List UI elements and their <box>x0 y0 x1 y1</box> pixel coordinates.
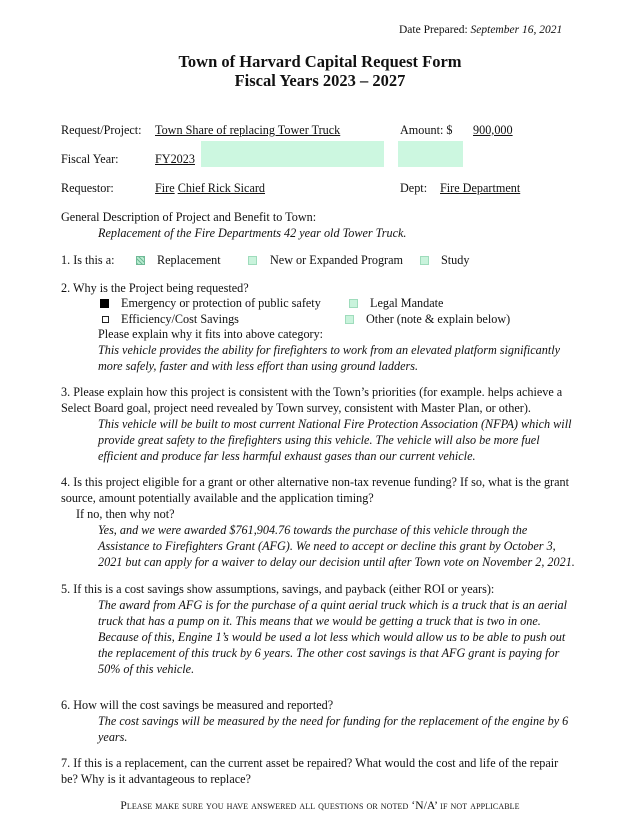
fiscal-year-extra-field[interactable] <box>201 141 384 167</box>
q2-explain-label: Please explain why it fits into above category: <box>98 327 324 341</box>
general-description-label: General Description of Project and Benefit to Town: <box>61 210 317 224</box>
q3-answer-line[interactable]: provide great safety to the firefighters using this vehicle. The vehicle will also be more fuel <box>98 433 540 447</box>
q3-answer-line[interactable]: efficient and produce far less harmful exhaust gases than our current vehicle. <box>98 449 476 463</box>
date-prepared <box>399 24 562 36</box>
date-prepared-value: September 16, 2021 <box>470 24 563 36</box>
q2-emergency-checkbox[interactable] <box>100 299 109 308</box>
q2-question: 2. Why is the Project being requested? <box>61 281 249 295</box>
q2-other-label: Other (note & explain below) <box>366 312 511 326</box>
q2-efficiency-label: Efficiency/Cost Savings <box>121 312 239 326</box>
q3-question-line: 3. Please explain how this project is consistent with the Town’s priorities (for example. helps achieve a <box>61 385 563 399</box>
q2-legal-mandate-label: Legal Mandate <box>370 296 444 310</box>
project-field[interactable]: Town Share of replacing Tower Truck <box>155 123 341 137</box>
q5-answer-line[interactable]: The award from AFG is for the purchase of a quint aerial truck which is a truck that is an aerial <box>98 598 567 612</box>
q7-question-line: be? Why is it advantageous to replace? <box>61 772 251 786</box>
q3-answer-line[interactable]: This vehicle will be built to most current National Fire Protection Association (NFPA) which will <box>98 417 572 431</box>
q2-other-checkbox[interactable] <box>345 315 354 324</box>
dept-field[interactable]: Fire Department <box>440 181 521 195</box>
q5-question: 5. If this is a cost savings show assumptions, savings, and payback (either ROI or years): <box>61 582 495 596</box>
q2-emergency-label: Emergency or protection of public safety <box>121 296 321 310</box>
q4-answer-line[interactable]: Assistance to Firefighters Grant (AFG). We need to accept or decline this grant by October 3, <box>98 539 556 553</box>
q7-question-line: 7. If this is a replacement, can the current asset be repaired? What would the cost and life of the repair <box>61 756 559 770</box>
q5-answer-line[interactable]: Because of this, Engine 1’s would be used a lot less which would allow us to be able to push out <box>98 630 566 644</box>
q2-efficiency-checkbox[interactable] <box>102 316 109 323</box>
footer-note: Please make sure you have answered all questions or noted ‘N/A’ if not applicable <box>120 800 520 812</box>
fiscal-year-field[interactable]: FY2023 <box>155 152 195 166</box>
q6-answer-line[interactable]: The cost savings will be measured by the need for funding for the replacement of the engine by 6 <box>98 714 569 728</box>
general-description-text[interactable]: Replacement of the Fire Departments 42 year old Tower Truck. <box>98 226 407 240</box>
q4-question-line: source, amount potentially available and the application timing? <box>61 491 374 505</box>
requestor-value-2: Chief Rick Sicard <box>177 181 266 195</box>
q1-new-program-label: New or Expanded Program <box>270 253 404 267</box>
amount-label: Amount: $ <box>400 123 453 137</box>
amount-field[interactable]: 900,000 <box>473 123 513 137</box>
q5-answer-line[interactable]: the replacement of this truck by 6 years. The other cost savings is that AFG grant is paying for <box>98 646 560 660</box>
q4-answer-line[interactable]: 2021 but can apply for a waiver to delay our decision until after Town vote on November 2, 2021. <box>98 555 575 569</box>
project-label: Request/Project: <box>61 123 142 137</box>
q4-answer-line[interactable]: Yes, and we were awarded $761,904.76 towards the purchase of this vehicle through the <box>98 523 528 537</box>
q1-new-program-checkbox[interactable] <box>248 256 257 265</box>
q6-answer-line[interactable]: years. <box>98 730 128 744</box>
q1-replacement-label: Replacement <box>157 253 221 267</box>
q4-question-line: If no, then why not? <box>76 507 175 521</box>
q4-question-line: 4. Is this project eligible for a grant or other alternative non-tax revenue funding? If so, what is the grant <box>61 475 569 489</box>
fiscal-year-label: Fiscal Year: <box>61 152 119 166</box>
requestor-label: Requestor: <box>61 181 114 195</box>
requestor-value-1: Fire <box>155 181 175 195</box>
q1-question: 1. Is this a: <box>61 253 115 267</box>
q2-answer-line[interactable]: This vehicle provides the ability for firefighters to work from an elevated platform significantly <box>98 343 561 357</box>
q1-study-checkbox[interactable] <box>420 256 429 265</box>
q2-answer-line[interactable]: more safely, faster and with less effort than using ground ladders. <box>98 359 419 373</box>
q6-question: 6. How will the cost savings be measured and reported? <box>61 698 334 712</box>
date-prepared-label: Date Prepared: <box>399 24 468 36</box>
q5-answer-line[interactable]: 50% of this vehicle. <box>98 662 195 676</box>
requestor-field[interactable] <box>155 181 265 196</box>
q5-answer-line[interactable]: truck that has a pump on it. This means that we would be getting a truck that is two in one. <box>98 614 541 628</box>
form-title: Town of Harvard Capital Request Form <box>178 52 462 71</box>
amount-extra-field[interactable] <box>398 141 463 167</box>
q2-legal-mandate-checkbox[interactable] <box>349 299 358 308</box>
form-subtitle: Fiscal Years 2023 – 2027 <box>234 71 406 90</box>
q1-replacement-checkbox[interactable] <box>136 256 145 265</box>
q3-question-line: Select Board goal, project need revealed by Town survey, consistent with Master Plan, or other). <box>61 401 531 415</box>
q1-study-label: Study <box>441 253 470 267</box>
dept-label: Dept: <box>400 181 428 195</box>
